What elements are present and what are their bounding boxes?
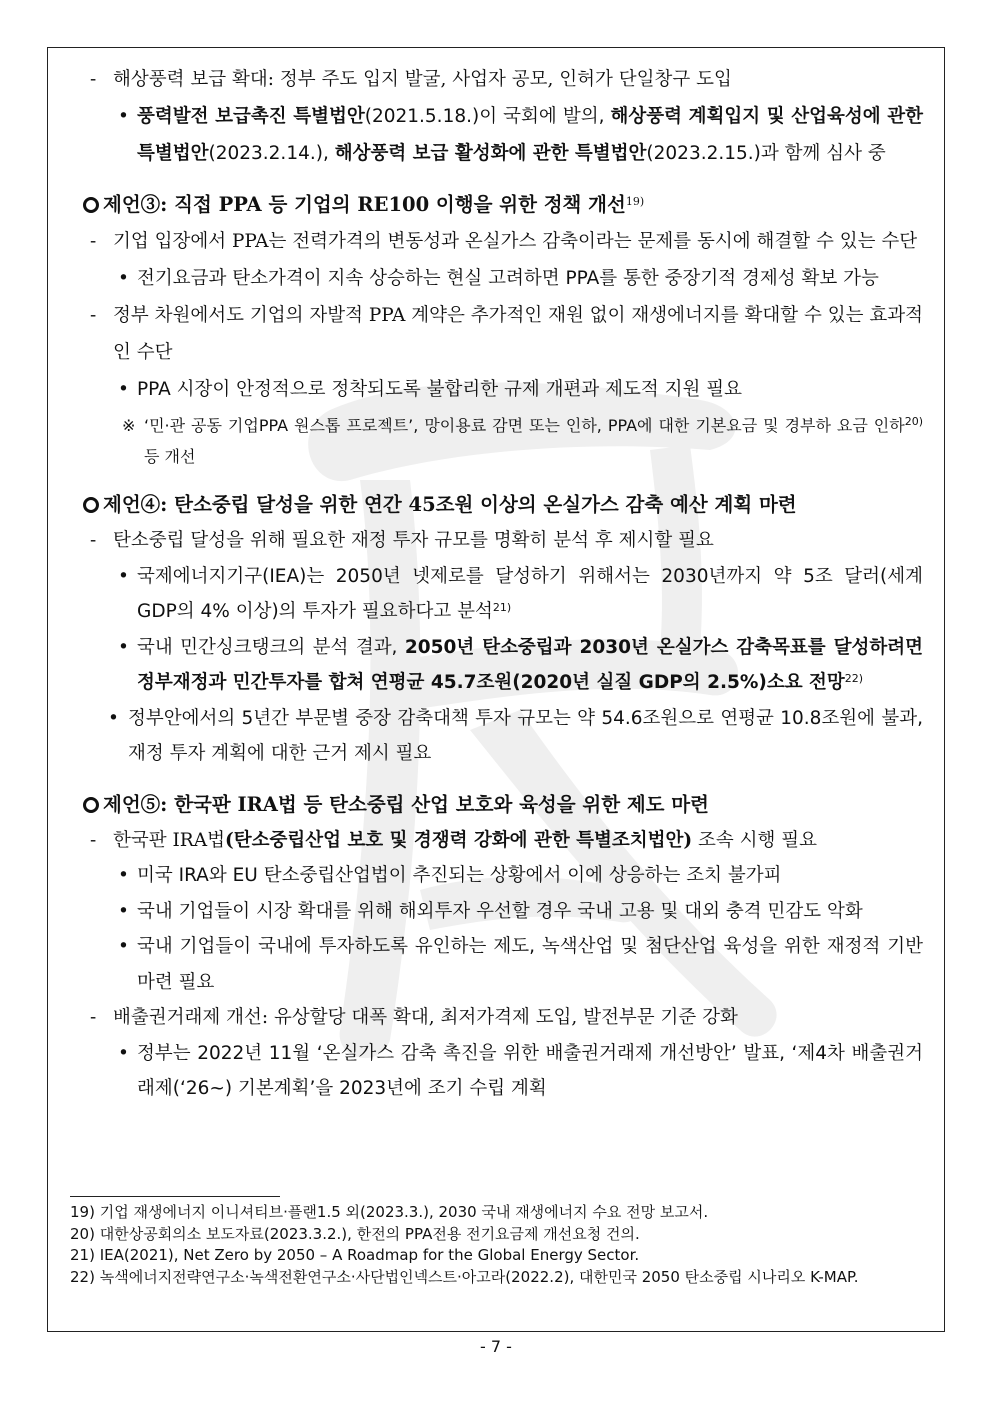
hollow-circle-bullet-icon [83,797,99,813]
hollow-circle-bullet-icon [83,197,99,213]
item-text: 정부는 2022년 11월 ‘온실가스 감축 촉진을 위한 배출권거래제 개선방안’ 발표, ‘제4차 배출권거래제(‘26~) 기본계획’을 2023년에 조기 수립 계획 [137,1042,923,1099]
dash-marker: - [90,1007,97,1028]
item-text: (2023.2.14.), [208,143,335,164]
section-heading-proposal-3 [83,186,923,223]
footnote-21 [70,1245,922,1267]
dash-marker: - [90,305,97,326]
bullet-item [118,559,923,630]
footnote-divider [70,1196,280,1197]
item-text: 한국판 IRA법 [113,829,225,851]
item-text: 국내 기업들이 시장 확대를 위해 해외투자 우선할 경우 국내 고용 및 대외 충격 민감도 악화 [137,900,863,922]
item-text: 정부안에서의 5년간 부문별 중장 감축대책 투자 규모는 약 54.6조원으로 연평균 10.8조원에 불과, 재정 투자 계획에 대한 근거 제시 필요 [128,707,923,764]
item-text: PPA 시장이 안정적으로 정착되도록 불합리한 규제 개편과 제도적 지원 필요 [137,379,742,400]
bullet-item [118,894,923,930]
page-content [83,61,923,1107]
footnote-ref-20: 20) [904,414,923,428]
item-text: (2021.5.18.)이 국회에 발의, [364,106,611,127]
footnote-text: IEA(2021), Net Zero by 2050 – A Roadmap for the Global Energy Sector. [99,1246,640,1264]
bold-text: 해상풍력 계획입지 및 산업육성에 관한 특별법안 [137,106,924,164]
bullet-item [118,371,923,408]
bullet-marker: • [118,900,129,922]
footnote-number: 22) [70,1267,95,1286]
hollow-circle-bullet-icon [83,497,99,513]
bold-text: 풍력발전 보급촉진 특별법안 [137,106,365,127]
bullet-marker: • [118,865,129,886]
item-text: 등 개선 [144,447,196,466]
footnote-text: 기업 재생에너지 이니셔티브·플랜1.5 외(2023.3.), 2030 국내 재생에너지 수요 전망 보고서. [99,1203,709,1221]
dash-item [90,61,923,98]
heading-text: 제언④: 탄소중립 달성을 위한 연간 45조원 이상의 온실가스 감축 예산 계획 마련 [103,493,797,516]
bullet-item [108,701,923,772]
section-lower [83,486,923,1107]
item-text: 정부 차원에서도 기업의 자발적 PPA 계약은 추가적인 재원 없이 재생에너지를 확대할 수 있는 효과적인 수단 [113,305,923,363]
item-text: 조속 시행 필요 [692,829,818,851]
footnote-20 [70,1224,922,1246]
footnote-ref-21: 21) [492,600,512,614]
section-heading-proposal-5 [83,786,923,823]
bold-text: 2050년 탄소중립과 2030년 온실가스 감축목표를 달성하려면 정부재정과 민간투자를 합쳐 연평균 45.7조원(2020년 실질 GDP의 2.5%)소요 전망 [137,636,923,693]
heading-text: 제언③: 직접 PPA 등 기업의 RE100 이행을 위한 정책 개선 [103,193,626,216]
footnote-number: 19) [70,1203,95,1221]
footnote-text-tail: K-MAP. [810,1267,859,1286]
footnotes [70,1202,922,1288]
section-heading-proposal-4 [83,486,923,523]
dash-item [90,523,923,559]
item-text: 전기요금과 탄소가격이 지속 상승하는 현실 고려하면 PPA를 통한 중장기적 경제성 확보 가능 [137,268,879,289]
item-text: (2023.2.15.)과 함께 심사 중 [646,143,886,164]
bullet-item [118,1036,923,1107]
dash-marker: - [90,231,97,252]
heading-text: 제언⑤: 한국판 IRA법 등 탄소중립 산업 보호와 육성을 위한 제도 마련 [103,792,709,816]
dash-marker: - [90,829,97,851]
item-text: ‘민·관 공동 기업PPA 원스톱 프로젝트’, 망이용료 감면 또는 인하, PPA에 대한 기본요금 및 경부하 요금 인하 [144,416,905,435]
bullet-marker: • [118,936,129,957]
bullet-item [118,858,923,894]
item-text: 국내 기업들이 국내에 투자하도록 유인하는 제도, 녹색산업 및 첨단산업 육성을 위한 재정적 기반 마련 필요 [137,936,923,993]
dash-item [90,823,923,859]
bullet-item [118,260,923,297]
footnote-text: 대한상공회의소 보도자료(2023.3.2.), 한전의 PPA전용 전기요금제 개선요청 건의. [99,1224,640,1243]
item-text: 국제에너지기구(IEA)는 2050년 넷제로를 달성하기 위해서는 2030년까지 약 5조 달러(세계 GDP의 4% 이상)의 투자가 필요하다고 분석 [137,565,923,622]
item-text: 탄소중립 달성을 위해 필요한 재정 투자 규모를 명확히 분석 후 제시할 필요 [113,530,714,551]
item-text: 국내 민간싱크탱크의 분석 결과, [137,636,405,658]
page-frame [47,47,945,1332]
dash-item [90,223,923,260]
footnote-number: 21) [70,1246,95,1264]
bold-text: (탄소중립산업 보호 및 경쟁력 강화에 관한 특별조치법안) [224,829,693,851]
note-item [122,410,923,472]
bullet-marker: • [118,1042,129,1064]
footnote-number: 20) [70,1224,95,1243]
note-marker: ※ [122,416,136,435]
bullet-marker: • [118,565,129,587]
dash-item [90,1000,923,1036]
bold-text: 해상풍력 보급 활성화에 관한 특별법안 [334,143,647,164]
bullet-marker: • [108,707,119,729]
section-upper [83,61,923,472]
footnote-ref-19: 19) [625,194,645,208]
bullet-item [118,98,923,172]
bullet-marker: • [118,379,129,400]
bullet-item [118,929,923,1000]
bullet-marker: • [118,636,129,658]
footnote-22 [70,1267,922,1289]
item-text: 미국 IRA와 EU 탄소중립산업법이 추진되는 상황에서 이에 상응하는 조치 불가피 [137,865,782,886]
bullet-item [118,630,923,701]
bullet-marker: • [118,268,129,289]
item-text: 해상풍력 보급 확대: 정부 주도 입지 발굴, 사업자 공모, 인허가 단일창구 도입 [113,69,732,90]
dash-item [90,297,923,371]
item-text: 배출권거래제 개선: 유상할당 대폭 확대, 최저가격제 도입, 발전부문 기준 강화 [113,1007,738,1028]
dash-marker: - [90,530,97,551]
footnote-text: 녹색에너지전략연구소·녹색전환연구소·사단법인넥스트·아고라(2022.2), 대한민국 2050 탄소중립 시나리오 [99,1267,811,1286]
footnote-ref-22: 22) [844,671,864,685]
bullet-marker: • [118,106,129,127]
footnote-19 [70,1202,922,1224]
dash-marker: - [90,69,97,90]
page-number: - 7 - [480,1337,512,1356]
item-text: 기업 입장에서 PPA는 전력가격의 변동성과 온실가스 감축이라는 문제를 동시에 해결할 수 있는 수단 [113,231,918,252]
